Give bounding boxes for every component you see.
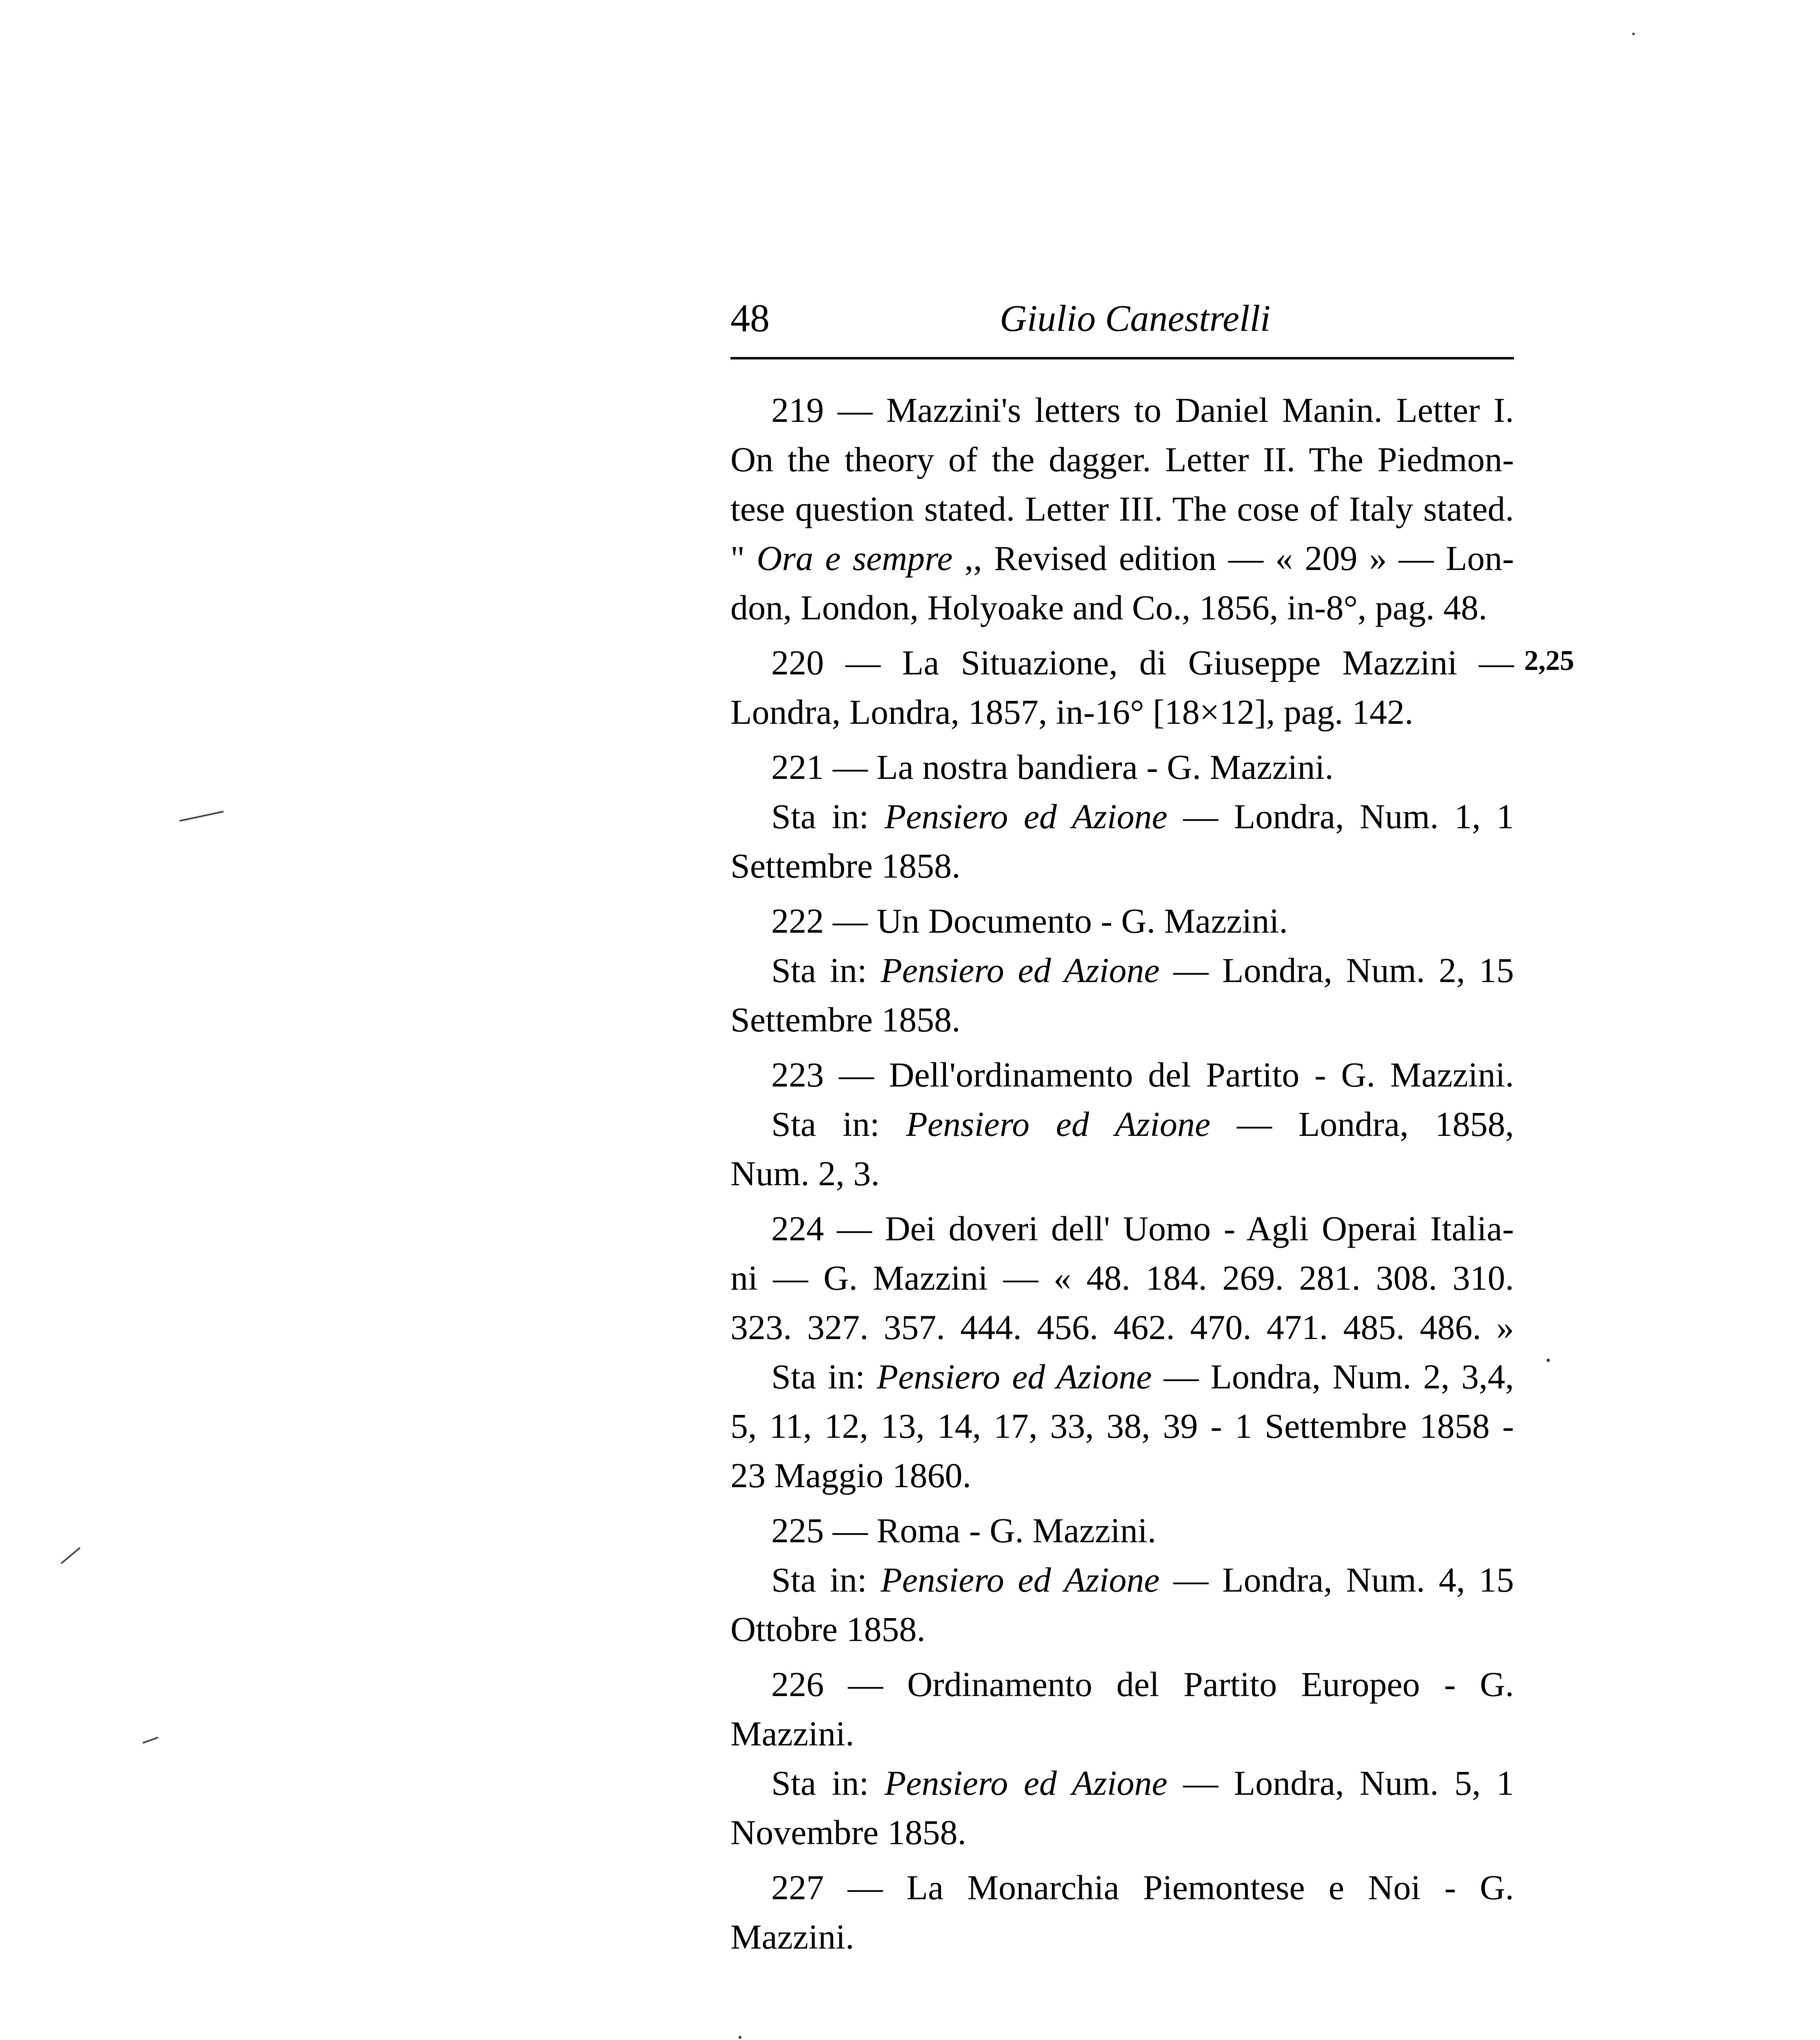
scan-mark: [180, 811, 224, 822]
entry-line: 223 — Dell'ordinamento del Partito - G. Mazzini.: [771, 1055, 1514, 1094]
entry-225: [730, 1506, 1514, 1654]
entry-line: Sta in: Pensiero ed Azione — Londra, Num. 2, 15: [771, 951, 1514, 990]
entry-line: ni — G. Mazzini — « 48. 184. 269. 281. 308. 310.: [730, 1258, 1514, 1297]
entry-line: Londra, Londra, 1857, in-16° [18×12], pag. 142.: [730, 692, 1414, 732]
handwritten-margin-note: 2,25: [1524, 645, 1574, 676]
entry-line: 222 — Un Documento - G. Mazzini.: [771, 901, 1288, 940]
entry-line: Sta in: Pensiero ed Azione — Londra, Num. 2, 3,4,: [771, 1357, 1514, 1396]
entry-line: Num. 2, 3.: [730, 1154, 880, 1193]
entry-line: 226 — Ordinamento del Partito Europeo - G.: [771, 1665, 1514, 1704]
entry-line: Mazzini.: [730, 1917, 855, 1956]
entry-line: 224 — Dei doveri dell' Uomo - Agli Operai Italia-: [771, 1209, 1514, 1248]
entry-227: [730, 1863, 1514, 1962]
entry-line: Mazzini.: [730, 1714, 855, 1753]
entry-line: Novembre 1858.: [730, 1813, 966, 1852]
entry-224: [730, 1204, 1514, 1500]
entry-line: 225 — Roma - G. Mazzini.: [771, 1511, 1156, 1550]
entry-line: 221 — La nostra bandiera - G. Mazzini.: [771, 747, 1334, 787]
scan-mark: [61, 1547, 81, 1564]
entry-line: 5, 11, 12, 13, 14, 17, 33, 38, 39 - 1 Settembre 1858 -: [730, 1406, 1514, 1446]
entry-line: 219 — Mazzini's letters to Daniel Manin. Letter I.: [771, 390, 1514, 430]
entry-223: [730, 1050, 1514, 1198]
header-rule: [730, 357, 1514, 359]
page-number: 48: [730, 296, 770, 340]
entry-line: don, London, Holyoake and Co., 1856, in-8°, pag. 48.: [730, 588, 1487, 627]
entry-line: Settembre 1858.: [730, 846, 961, 885]
scan-speck: [739, 2036, 741, 2039]
entry-line: Sta in: Pensiero ed Azione — Londra, Num. 4, 15: [771, 1560, 1514, 1599]
entry-line: 323. 327. 357. 444. 456. 462. 470. 471. 485. 486. »: [730, 1308, 1514, 1347]
entry-line: tese question stated. Letter III. The cose of Italy stated.: [730, 489, 1514, 528]
entry-line: " Ora e sempre ,, Revised edition — « 209 » — Lon-: [730, 539, 1514, 578]
entry-line: On the theory of the dagger. Letter II. The Piedmon-: [730, 440, 1514, 479]
entry-line: 23 Maggio 1860.: [730, 1456, 972, 1495]
entry-220: [730, 638, 1514, 737]
scan-mark: [142, 1736, 158, 1743]
entry-line: Sta in: Pensiero ed Azione — Londra, 1858,: [771, 1104, 1514, 1144]
running-title: Giulio Canestrelli: [1000, 297, 1271, 339]
entry-line: Sta in: Pensiero ed Azione — Londra, Num. 5, 1: [771, 1763, 1514, 1803]
entry-line: Ottobre 1858.: [730, 1610, 926, 1649]
page-header: [730, 294, 1514, 355]
entry-222: [730, 896, 1514, 1044]
entry-221: [730, 743, 1514, 891]
entry-226: [730, 1660, 1514, 1857]
bibliography-list: [730, 386, 1514, 1967]
entry-line: 227 — La Monarchia Piemontese e Noi - G.: [771, 1868, 1514, 1907]
entry-219: [730, 386, 1514, 632]
entry-line: Settembre 1858.: [730, 1000, 961, 1039]
scan-speck: [1632, 33, 1635, 35]
scan-speck: [1547, 1359, 1550, 1362]
entry-line: Sta in: Pensiero ed Azione — Londra, Num. 1, 1: [771, 797, 1514, 836]
entry-line: 220 — La Situazione, di Giuseppe Mazzini —: [771, 643, 1514, 682]
